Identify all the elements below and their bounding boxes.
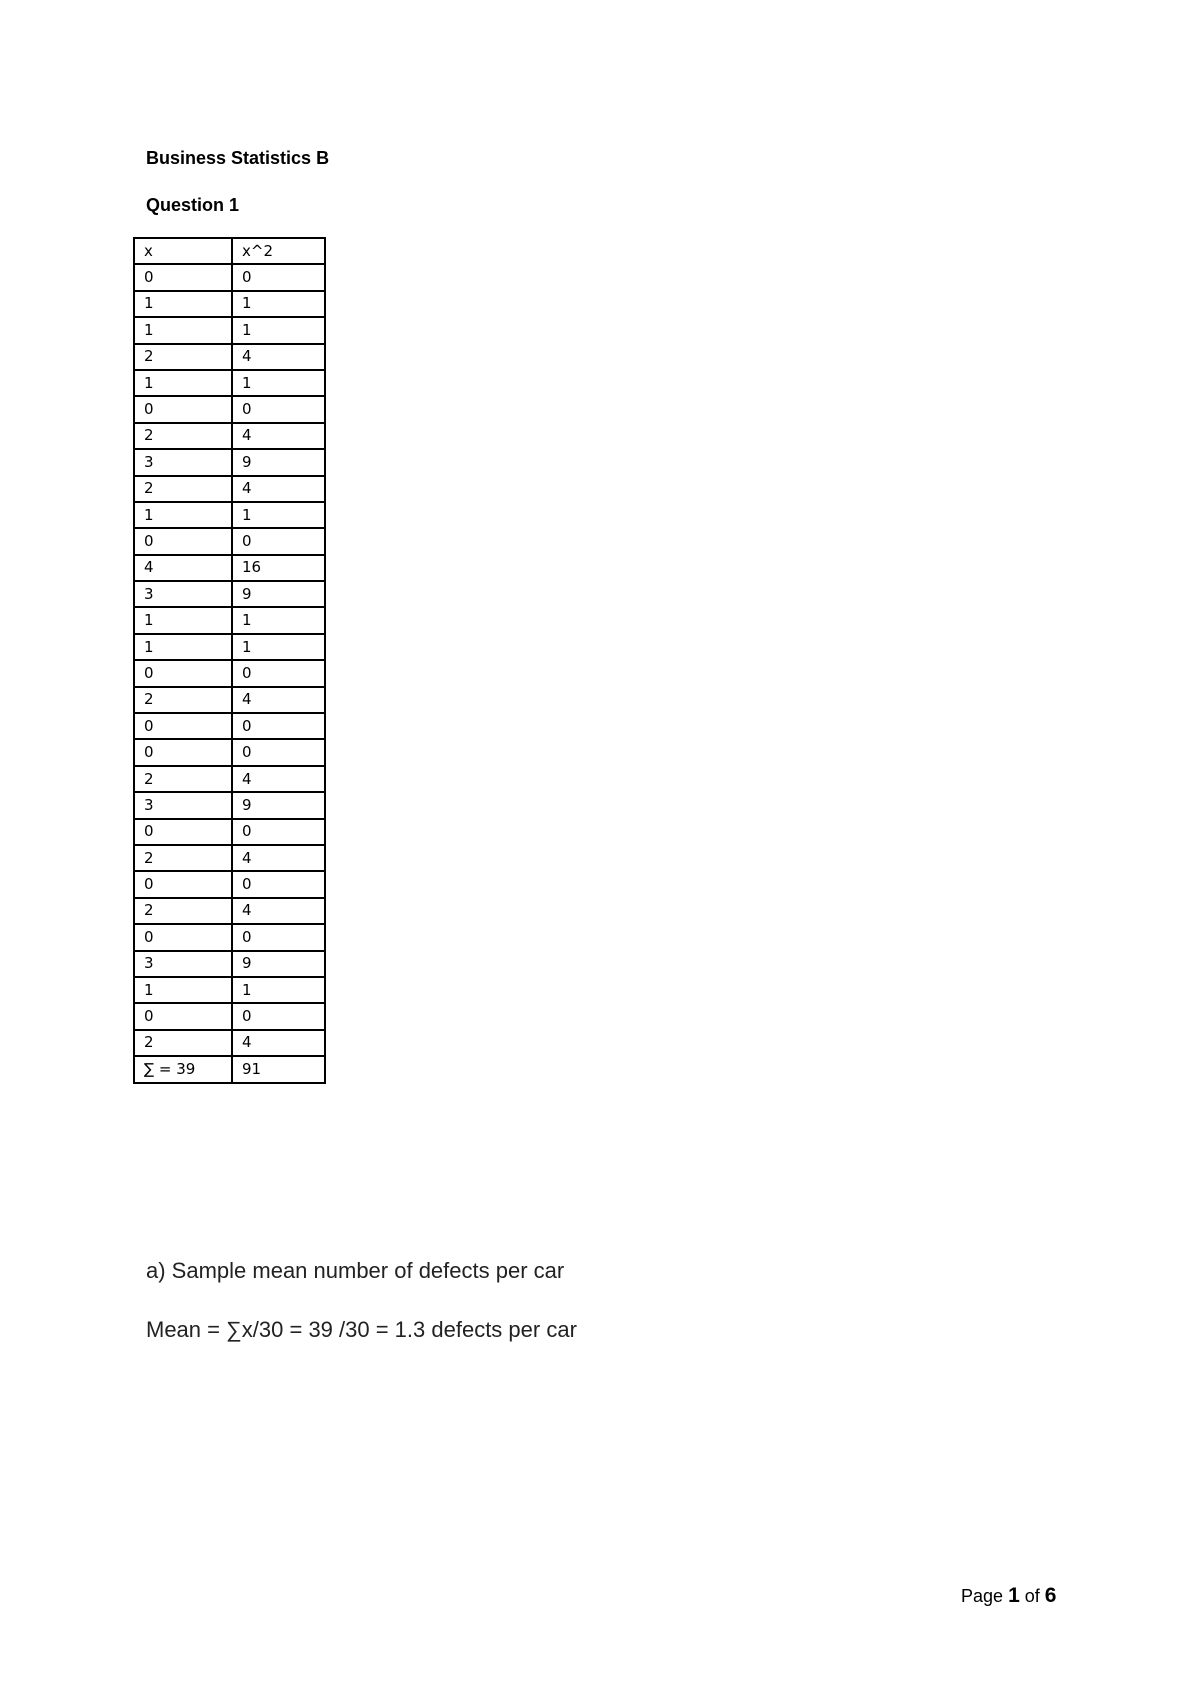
cell-x: 2 (134, 344, 232, 370)
table-row (134, 264, 325, 290)
cell-x-squared: 0 (232, 264, 325, 290)
cell-x: 0 (134, 713, 232, 739)
table-row (134, 819, 325, 845)
cell-x: 1 (134, 634, 232, 660)
table-row (134, 528, 325, 554)
cell-x-squared: 1 (232, 291, 325, 317)
cell-x: 0 (134, 871, 232, 897)
table-row (134, 792, 325, 818)
table-totals-row (134, 1056, 325, 1082)
cell-x: 1 (134, 607, 232, 633)
cell-x-squared: 16 (232, 555, 325, 581)
page-word: Page (961, 1586, 1004, 1606)
cell-x: 3 (134, 792, 232, 818)
table-row (134, 871, 325, 897)
table-row (134, 660, 325, 686)
cell-x-squared: 0 (232, 1003, 325, 1029)
header-x-squared: x^2 (232, 238, 325, 264)
cell-x-squared: 4 (232, 687, 325, 713)
cell-x: 2 (134, 687, 232, 713)
cell-x-squared: 9 (232, 951, 325, 977)
cell-x: 1 (134, 370, 232, 396)
cell-x-squared: 1 (232, 977, 325, 1003)
table-row (134, 317, 325, 343)
cell-x-squared: 1 (232, 502, 325, 528)
cell-x-squared: 1 (232, 607, 325, 633)
table-row (134, 1003, 325, 1029)
cell-x-squared: 4 (232, 898, 325, 924)
cell-x: 2 (134, 423, 232, 449)
data-table (133, 237, 326, 1084)
cell-x: 2 (134, 898, 232, 924)
cell-x: 2 (134, 845, 232, 871)
table-row (134, 449, 325, 475)
cell-x: 0 (134, 396, 232, 422)
cell-x: 0 (134, 924, 232, 950)
table-header-row (134, 238, 325, 264)
cell-x-squared: 0 (232, 713, 325, 739)
page-total: 6 (1044, 1584, 1057, 1607)
cell-x: 3 (134, 449, 232, 475)
cell-x-squared: 9 (232, 581, 325, 607)
document-title: Business Statistics B (146, 148, 330, 168)
table-row (134, 423, 325, 449)
cell-x: 0 (134, 660, 232, 686)
cell-x-squared: 0 (232, 819, 325, 845)
page-footer (961, 1584, 1056, 1608)
header-x: x (134, 238, 232, 264)
cell-x: 0 (134, 528, 232, 554)
cell-x: 2 (134, 1030, 232, 1056)
table-row (134, 951, 325, 977)
cell-x-squared: 9 (232, 792, 325, 818)
cell-x: 1 (134, 977, 232, 1003)
cell-x-squared: 4 (232, 344, 325, 370)
table-row (134, 607, 325, 633)
page-number: 1 (1008, 1584, 1020, 1607)
cell-x-squared: 4 (232, 845, 325, 871)
table-row (134, 739, 325, 765)
cell-x-squared: 0 (232, 739, 325, 765)
table-row (134, 344, 325, 370)
table-row (134, 476, 325, 502)
table-row (134, 291, 325, 317)
table-row (134, 555, 325, 581)
cell-x: 1 (134, 291, 232, 317)
cell-x-squared: 4 (232, 476, 325, 502)
cell-x-squared: 0 (232, 660, 325, 686)
table-row (134, 898, 325, 924)
cell-x-squared: 4 (232, 766, 325, 792)
table-row (134, 977, 325, 1003)
mean-calculation: Mean = ∑x/30 = 39 /30 = 1.3 defects per car (146, 1317, 577, 1342)
cell-x: 0 (134, 1003, 232, 1029)
cell-x-squared: 9 (232, 449, 325, 475)
table-row (134, 502, 325, 528)
cell-x: 1 (134, 317, 232, 343)
cell-x-squared: 0 (232, 924, 325, 950)
answer-part-a: a) Sample mean number of defects per car (146, 1258, 565, 1283)
cell-x-squared: 1 (232, 634, 325, 660)
cell-x: 1 (134, 502, 232, 528)
table-row (134, 581, 325, 607)
cell-x: 4 (134, 555, 232, 581)
cell-x-squared: 1 (232, 370, 325, 396)
cell-x: 2 (134, 766, 232, 792)
table-body (134, 238, 325, 1083)
question-heading: Question 1 (146, 195, 240, 215)
cell-x-squared: 0 (232, 528, 325, 554)
total-x: ∑ = 39 (134, 1056, 232, 1082)
table-row (134, 924, 325, 950)
table-row (134, 370, 325, 396)
table-row (134, 687, 325, 713)
cell-x-squared: 0 (232, 871, 325, 897)
table-row (134, 713, 325, 739)
cell-x: 0 (134, 739, 232, 765)
cell-x: 2 (134, 476, 232, 502)
table-row (134, 1030, 325, 1056)
cell-x: 0 (134, 819, 232, 845)
cell-x: 3 (134, 951, 232, 977)
cell-x-squared: 4 (232, 1030, 325, 1056)
table-row (134, 845, 325, 871)
cell-x-squared: 1 (232, 317, 325, 343)
cell-x-squared: 4 (232, 423, 325, 449)
table-row (134, 766, 325, 792)
cell-x: 0 (134, 264, 232, 290)
table-row (134, 396, 325, 422)
of-word: of (1024, 1586, 1040, 1606)
cell-x: 3 (134, 581, 232, 607)
total-x-squared: 91 (232, 1056, 325, 1082)
cell-x-squared: 0 (232, 396, 325, 422)
table-row (134, 634, 325, 660)
